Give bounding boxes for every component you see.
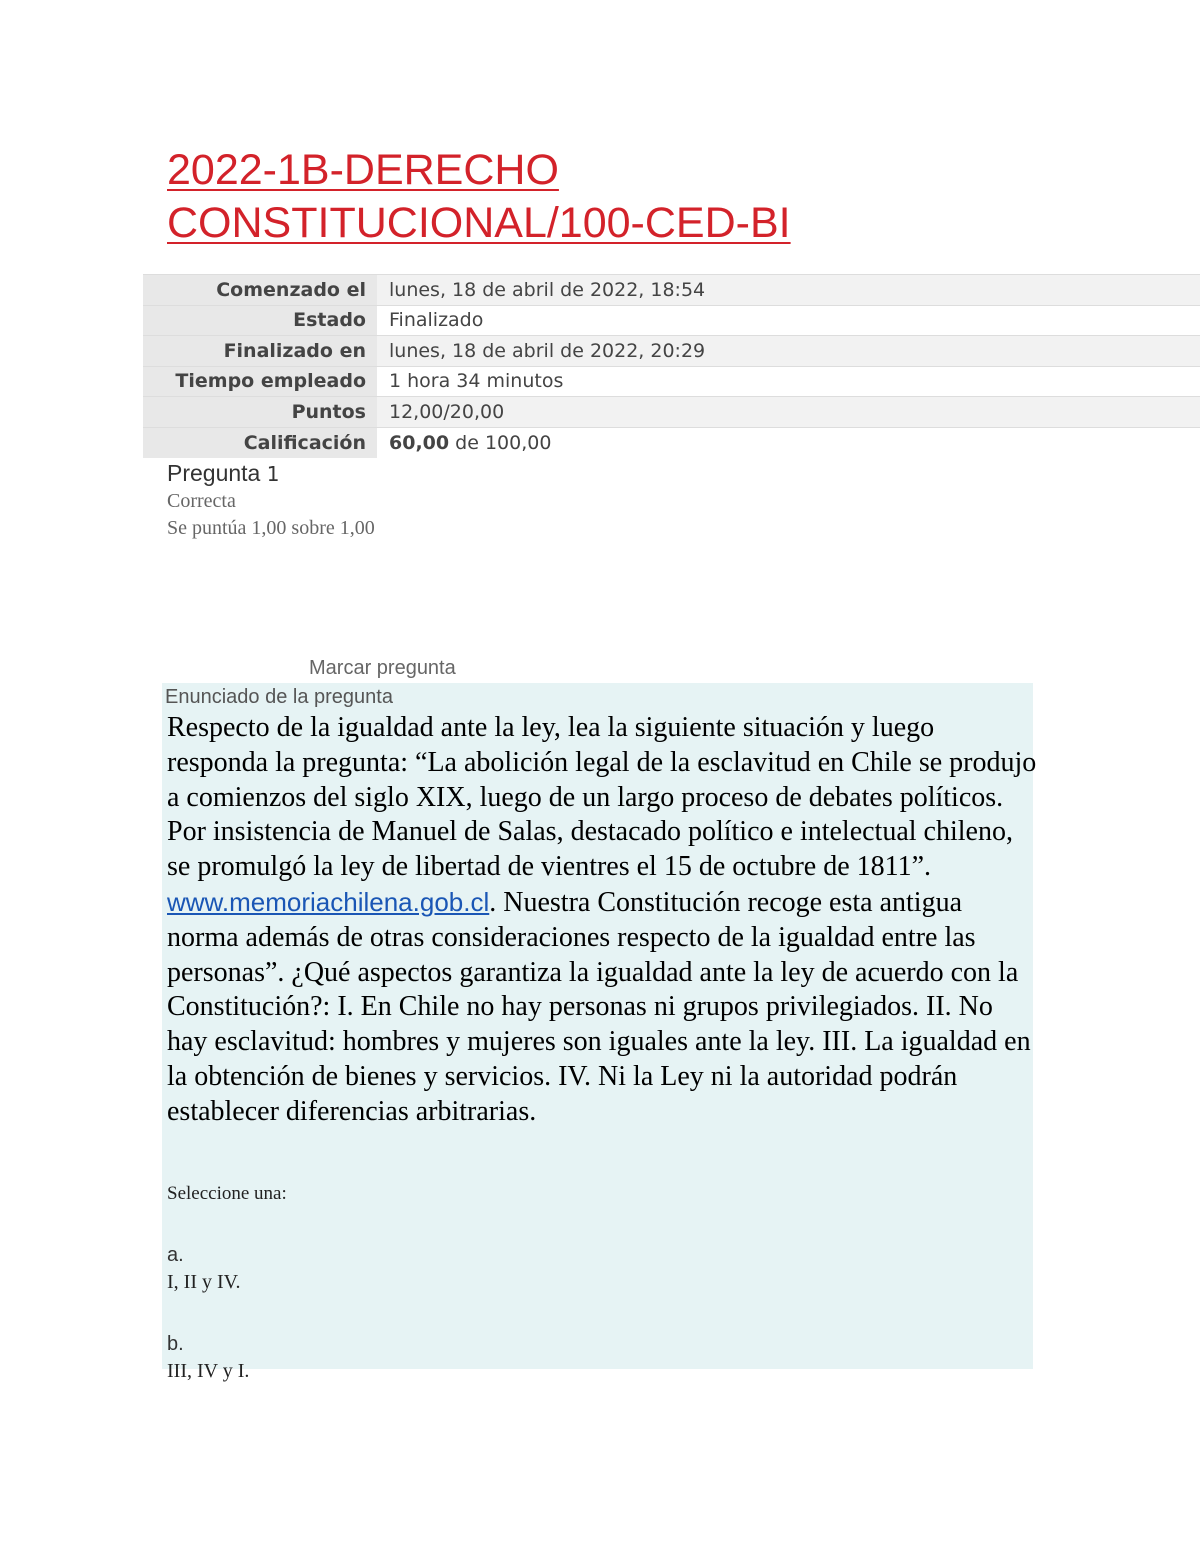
- page-title-line-2: CONSTITUCIONAL/100-CED-BI: [167, 199, 791, 247]
- summary-value: 12,00/20,00: [377, 397, 1200, 428]
- question-state: Correcta: [167, 490, 236, 512]
- attempt-summary-table: [143, 274, 1200, 458]
- option-a-text[interactable]: I, II y IV.: [167, 1271, 241, 1293]
- summary-label: Puntos: [143, 397, 377, 428]
- question-statement-label: Enunciado de la pregunta: [165, 686, 393, 708]
- grade-value: 60,00: [389, 431, 450, 454]
- select-one-prompt: Seleccione una:: [167, 1183, 287, 1204]
- page-title: [167, 144, 1067, 250]
- summary-value: lunes, 18 de abril de 2022, 18:54: [377, 275, 1200, 306]
- question-grade: Se puntúa 1,00 sobre 1,00: [167, 517, 375, 539]
- option-a-letter[interactable]: a.: [167, 1244, 184, 1266]
- question-text-part-2: . Nuestra Constitución recoge esta antigua norma además de otras consideraciones respecto de la igualdad entre las personas”. ¿Qué aspectos garantiza la igualdad ante la ley de acuerdo con la Constitución?: I. En Chile no hay personas ni grupos privilegiados. II. No hay esclavitud: hombres y mujeres son iguales ante la ley. III. La igualdad en la obtención de bienes y servicios. IV. Ni la Ley ni la autoridad podrán establecer diferencias arbitrarias.: [167, 886, 1031, 1127]
- summary-value: lunes, 18 de abril de 2022, 20:29: [377, 336, 1200, 367]
- memoria-chilena-link[interactable]: www.memoriachilena.gob.cl: [167, 886, 490, 917]
- summary-label: Tiempo empleado: [143, 366, 377, 397]
- summary-row-started: [143, 275, 1200, 306]
- summary-value: Finalizado: [377, 305, 1200, 336]
- flag-question-link[interactable]: Marcar pregunta: [309, 657, 456, 679]
- summary-label: Finalizado en: [143, 336, 377, 367]
- summary-value: [377, 427, 1200, 458]
- question-text: [167, 711, 1037, 1130]
- summary-value: 1 hora 34 minutos: [377, 366, 1200, 397]
- question-heading-label: Pregunta: [167, 460, 267, 486]
- question-heading: [167, 460, 279, 487]
- question-number: 1: [266, 462, 280, 486]
- summary-row-grade: [143, 427, 1200, 458]
- question-text-part-1: Respecto de la igualdad ante la ley, lea la siguiente situación y luego responda la pregunta: “La abolición legal de la esclavitud en Chile se produjo a comienzos del siglo XIX, luego de un largo proceso de debates políticos. Por insistencia de Manuel de Salas, destacado político e intelectual chileno, se promulgó la ley de libertad de vientres el 15 de octubre de 1811”.: [167, 712, 1037, 883]
- option-b-text[interactable]: III, IV y I.: [167, 1360, 250, 1382]
- page-title-line-1: 2022-1B-DERECHO: [167, 146, 559, 194]
- summary-row-time-taken: [143, 366, 1200, 397]
- summary-label: Calificación: [143, 427, 377, 458]
- summary-label: Estado: [143, 305, 377, 336]
- summary-row-finished: [143, 336, 1200, 367]
- grade-max: de 100,00: [449, 431, 552, 454]
- summary-row-points: [143, 397, 1200, 428]
- option-b-letter[interactable]: b.: [167, 1333, 184, 1355]
- summary-row-state: [143, 305, 1200, 336]
- summary-label: Comenzado el: [143, 275, 377, 306]
